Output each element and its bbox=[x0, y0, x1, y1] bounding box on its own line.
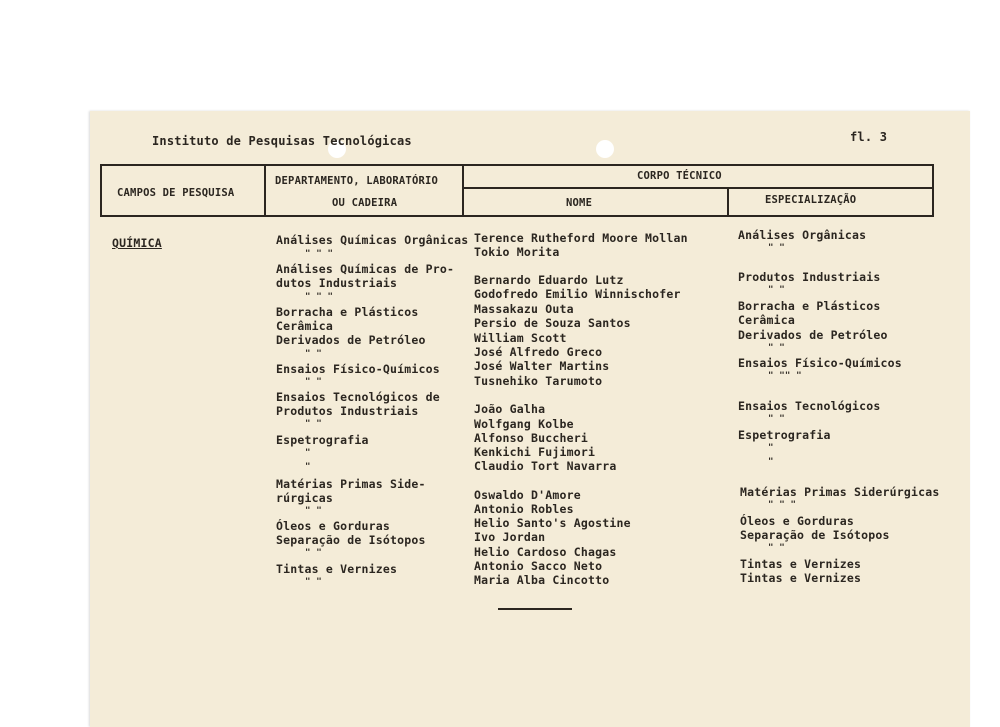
page-number: fl. 3 bbox=[850, 130, 888, 144]
department-line: Óleos e Gorduras bbox=[276, 519, 390, 533]
staff-name: José Alfredo Greco bbox=[474, 345, 603, 359]
specialization-line: Ensaios Tecnológicos bbox=[738, 399, 881, 413]
department-line: Borracha e Plásticos bbox=[276, 305, 419, 319]
ditto-marks: " " bbox=[305, 419, 322, 429]
department-line: Matérias Primas Side- bbox=[276, 477, 426, 491]
ditto-marks: " " bbox=[768, 414, 785, 424]
ditto-marks: " " bbox=[768, 343, 785, 353]
institution-title: Instituto de Pesquisas Tecnológicas bbox=[152, 134, 412, 148]
department-line: Separação de Isótopos bbox=[276, 533, 426, 547]
header-divider bbox=[462, 187, 934, 189]
specialization-line: Cerâmica bbox=[738, 313, 795, 327]
staff-name: Persio de Souza Santos bbox=[474, 316, 631, 330]
ditto-marks: " " bbox=[768, 543, 785, 553]
staff-name: Bernardo Eduardo Lutz bbox=[474, 273, 624, 287]
staff-name: José Walter Martins bbox=[474, 359, 610, 373]
specialization-line: Matérias Primas Siderúrgicas bbox=[740, 485, 940, 499]
specialization-line: Tintas e Vernizes bbox=[740, 571, 862, 585]
staff-name: William Scott bbox=[474, 331, 567, 345]
field-label: QUÍMICA bbox=[112, 236, 162, 250]
staff-name: Antonio Robles bbox=[474, 502, 574, 516]
specialization-line: Derivados de Petróleo bbox=[738, 328, 888, 342]
header-campos: CAMPOS DE PESQUISA bbox=[117, 187, 235, 199]
ditto-marks: " " " bbox=[768, 500, 797, 510]
ditto-marks: " bbox=[768, 457, 774, 467]
specialization-line: Separação de Isótopos bbox=[740, 528, 890, 542]
department-line: Cerâmica bbox=[276, 319, 333, 333]
department-line: Ensaios Físico-Químicos bbox=[276, 362, 440, 376]
specialization-line: Produtos Industriais bbox=[738, 270, 881, 284]
staff-name: João Galha bbox=[474, 402, 546, 416]
staff-name: Wolfgang Kolbe bbox=[474, 417, 574, 431]
column-divider bbox=[462, 164, 464, 217]
department-line: Tintas e Vernizes bbox=[276, 562, 398, 576]
ditto-marks: " "" " bbox=[768, 371, 802, 381]
end-rule bbox=[498, 608, 572, 610]
staff-name: Maria Alba Cincotto bbox=[474, 573, 610, 587]
column-divider bbox=[264, 164, 266, 217]
staff-name: Oswaldo D'Amore bbox=[474, 488, 581, 502]
department-line: Espetrografia bbox=[276, 433, 369, 447]
staff-name: Kenkichi Fujimori bbox=[474, 445, 596, 459]
staff-name: Alfonso Buccheri bbox=[474, 431, 588, 445]
department-line: Ensaios Tecnológicos de bbox=[276, 390, 440, 404]
staff-name: Helio Santo's Agostine bbox=[474, 516, 631, 530]
punch-hole bbox=[596, 140, 614, 158]
header-departamento-line2: OU CADEIRA bbox=[332, 197, 398, 209]
department-line: dutos Industriais bbox=[276, 276, 398, 290]
column-divider bbox=[727, 187, 729, 217]
staff-name: Terence Rutheford Moore Mollan bbox=[474, 231, 688, 245]
ditto-marks: " " bbox=[305, 577, 322, 587]
department-line: Produtos Industriais bbox=[276, 404, 419, 418]
ditto-marks: " " bbox=[305, 377, 322, 387]
ditto-marks: " " bbox=[305, 506, 322, 516]
department-line: Análises Químicas de Pro- bbox=[276, 262, 455, 276]
ditto-marks: " bbox=[768, 443, 774, 453]
department-line: Derivados de Petróleo bbox=[276, 333, 426, 347]
staff-name: Antonio Sacco Neto bbox=[474, 559, 603, 573]
header-nome: NOME bbox=[566, 197, 593, 209]
staff-name: Godofredo Emilio Winnischofer bbox=[474, 287, 681, 301]
header-corpo-tecnico: CORPO TÉCNICO bbox=[637, 170, 722, 182]
specialization-line: Óleos e Gorduras bbox=[740, 514, 854, 528]
specialization-line: Espetrografia bbox=[738, 428, 831, 442]
specialization-line: Ensaios Físico-Químicos bbox=[738, 356, 902, 370]
department-line: rúrgicas bbox=[276, 491, 333, 505]
ditto-marks: " " bbox=[768, 285, 785, 295]
staff-name: Tokio Morita bbox=[474, 245, 560, 259]
ditto-marks: " " " bbox=[305, 292, 334, 302]
specialization-line: Tintas e Vernizes bbox=[740, 557, 862, 571]
staff-name: Helio Cardoso Chagas bbox=[474, 545, 617, 559]
ditto-marks: " " " bbox=[305, 249, 334, 259]
staff-name: Claudio Tort Navarra bbox=[474, 459, 617, 473]
ditto-marks: " bbox=[305, 462, 311, 472]
ditto-marks: " " bbox=[768, 243, 785, 253]
header-departamento-line1: DEPARTAMENTO, LABORATÓRIO bbox=[275, 175, 439, 187]
header-especializacao: ESPECIALIZAÇÃO bbox=[765, 194, 857, 206]
ditto-marks: " " bbox=[305, 349, 322, 359]
ditto-marks: " " bbox=[305, 548, 322, 558]
staff-name: Tusnehiko Tarumoto bbox=[474, 374, 603, 388]
specialization-line: Análises Orgânicas bbox=[738, 228, 867, 242]
department-line: Análises Químicas Orgânicas bbox=[276, 233, 469, 247]
staff-name: Ivo Jordan bbox=[474, 530, 546, 544]
staff-name: Massakazu Outa bbox=[474, 302, 574, 316]
ditto-marks: " bbox=[305, 448, 311, 458]
specialization-line: Borracha e Plásticos bbox=[738, 299, 881, 313]
